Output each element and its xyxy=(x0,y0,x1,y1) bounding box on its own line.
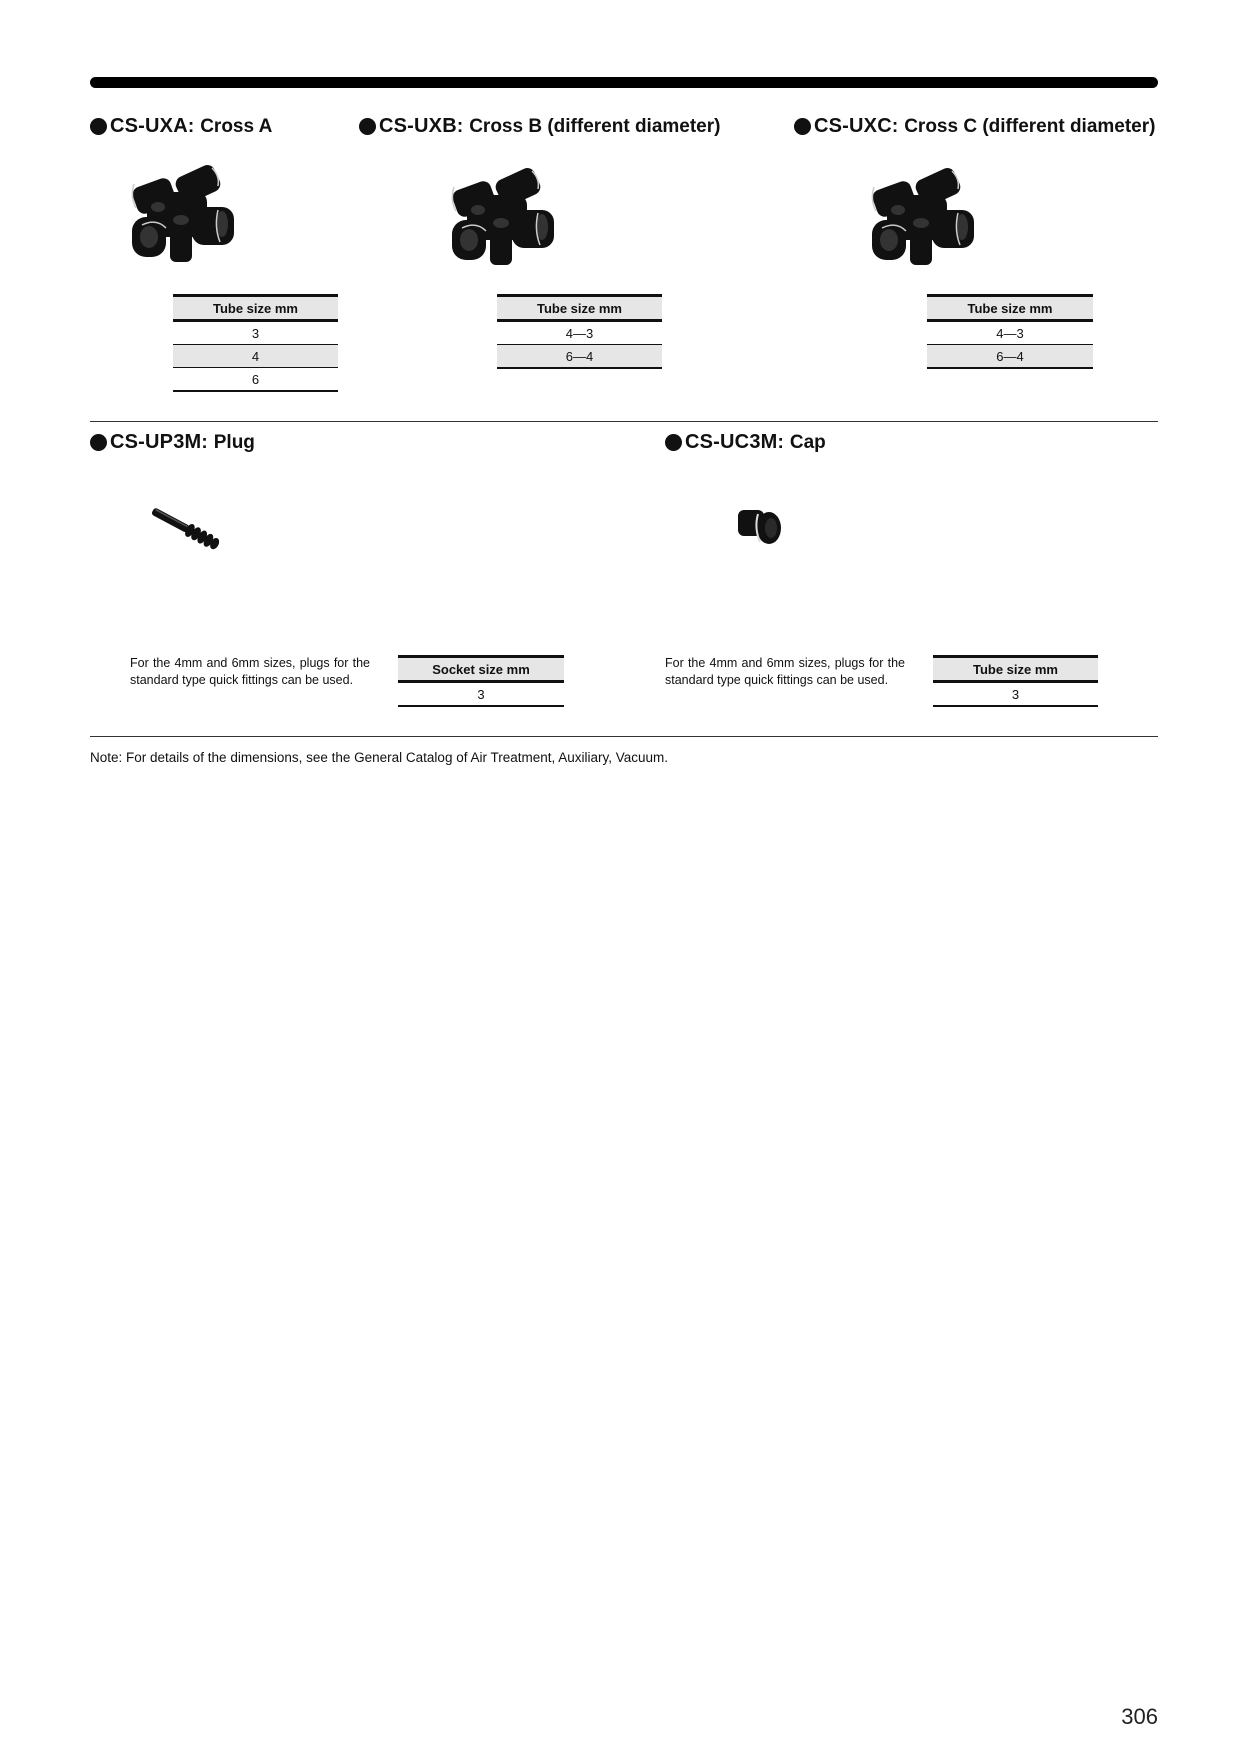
section-top-bar xyxy=(90,77,1158,88)
product-title-cs-up3m: CS-UP3M : Plug xyxy=(90,431,255,454)
page-number: 306 xyxy=(1121,1704,1158,1729)
product-title-cs-uxb: CS-UXB : Cross B (different diameter) xyxy=(359,115,720,138)
plug-description: For the 4mm and 6mm sizes, plugs for the standard type quick fittings can be used. xyxy=(130,656,370,687)
plug-image xyxy=(144,505,226,553)
product-title-cs-uc3m: CS-UC3M : Cap xyxy=(665,431,826,454)
bullet-icon xyxy=(90,434,107,451)
cross-fitting-image xyxy=(442,165,567,270)
bullet-icon xyxy=(665,434,682,451)
cap-description: For the 4mm and 6mm sizes, plugs for the standard type quick fittings can be used. xyxy=(665,656,905,687)
section-divider xyxy=(90,736,1158,737)
bullet-icon xyxy=(359,118,376,135)
dimensions-note: Note: For details of the dimensions, see the General Catalog of Air Treatment, Auxiliary, Vacuum. xyxy=(90,750,669,765)
bullet-icon xyxy=(794,118,811,135)
cross-fitting-image xyxy=(862,165,987,270)
product-title-cs-uxa: CS-UXA : Cross A xyxy=(90,115,272,138)
bullet-icon xyxy=(90,118,107,135)
tube-size-table: Tube size mm 4—3 6—4 xyxy=(927,294,1093,369)
section-divider xyxy=(90,421,1158,422)
socket-size-table: Socket size mm 3 xyxy=(398,655,564,707)
tube-size-table: Tube size mm 4—3 6—4 xyxy=(497,294,662,369)
cap-image xyxy=(734,504,786,548)
product-title-cs-uxc: CS-UXC : Cross C (different diameter) xyxy=(794,115,1155,138)
tube-size-table: Tube size mm 3 4 6 xyxy=(173,294,338,392)
tube-size-table: Tube size mm 3 xyxy=(933,655,1098,707)
cross-fitting-image xyxy=(122,162,247,267)
